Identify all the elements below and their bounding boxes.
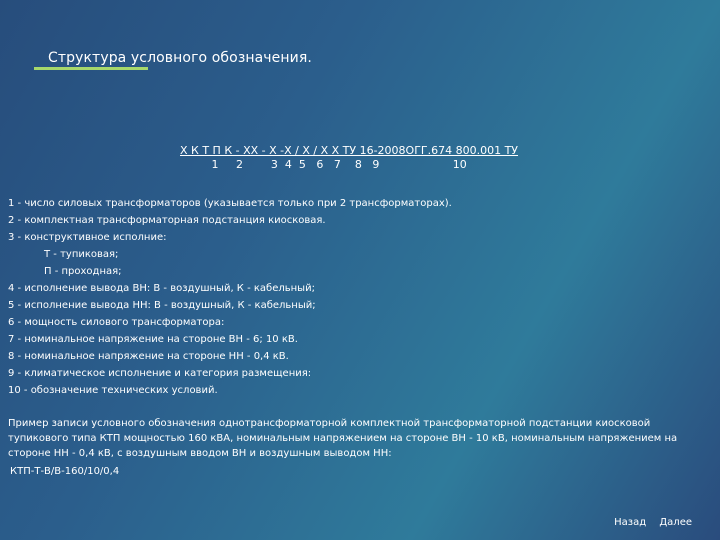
list-item: 8 - номинальное напряжение на стороне НН - 0,4 кВ. <box>8 351 289 362</box>
legend-list <box>8 195 712 399</box>
back-link[interactable]: Назад <box>614 517 647 528</box>
list-item: 2 - комплектная трансформаторная подстанция киосковая. <box>8 215 326 226</box>
title-underline <box>34 67 148 70</box>
formula-block <box>180 144 518 172</box>
list-item: 3 - конструктивное исполние: <box>8 232 167 243</box>
list-item: 4 - исполнение вывода ВН: В - воздушный, К - кабельный; <box>8 283 315 294</box>
next-link[interactable]: Далее <box>659 517 692 528</box>
list-item: 10 - обозначение технических условий. <box>8 385 218 396</box>
list-item: 7 - номинальное напряжение на стороне ВН - 6; 10 кВ. <box>8 334 298 345</box>
list-item: 9 - климатическое исполнение и категория размещения: <box>8 368 312 379</box>
formula-index-line: 1 2 3 4 5 6 7 8 9 10 <box>180 158 467 171</box>
formula-line: Х К Т П К - ХХ - Х -Х / Х / Х Х ТУ 16-2008ОГГ.674 800.001 ТУ <box>180 144 519 157</box>
list-item: 1 - число силовых трансформаторов (указывается только при 2 трансформаторах). <box>8 198 452 209</box>
example-text: Пример записи условного обозначения однотрансформаторной комплектной трансформаторной подстанции киосковой тупикового типа КТП мощностью 160 кВА, номинальным напряжением на стороне ВН - 10 кВ, номинальным напряжением на стороне НН - 0,4 кВ, с воздушным вводом ВН и воздушным выводом НН: <box>8 418 678 459</box>
page-title: Структура условного обозначения. <box>48 50 312 66</box>
list-item: Т - тупиковая; <box>44 249 119 260</box>
list-item: 5 - исполнение вывода НН: В - воздушный, К - кабельный; <box>8 300 316 311</box>
example-block <box>8 416 712 479</box>
list-item: 6 - мощность силового трансформатора: <box>8 317 225 328</box>
example-designation: КТП-Т-В/В-160/10/0,4 <box>10 466 120 477</box>
list-item: П - проходная; <box>44 266 122 277</box>
navigation <box>604 517 692 528</box>
